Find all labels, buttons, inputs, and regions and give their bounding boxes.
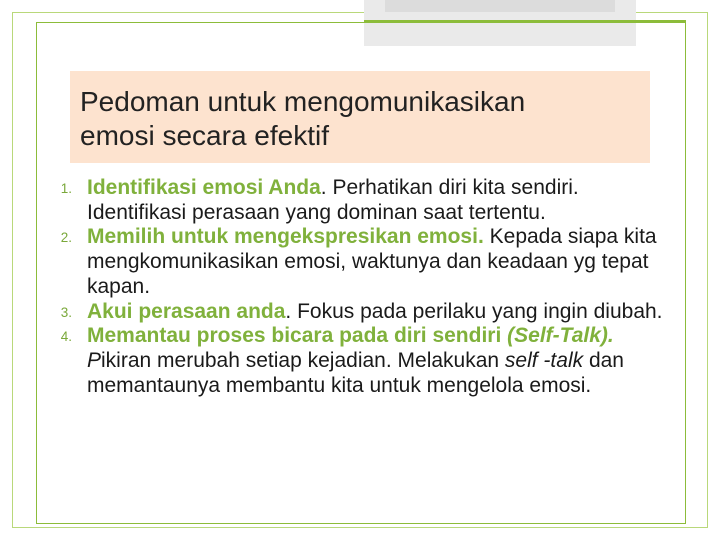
list-item [46, 300, 680, 325]
item-text: Kepada siapa kita mengkomunikasikan emosi, waktunya dan keadaan yg tepat kapan. [87, 225, 657, 298]
item-number: 3. [60, 304, 72, 320]
list-item [46, 225, 680, 299]
item-heading: Memantau proses bicara pada diri sendiri [87, 324, 508, 348]
item-text: ikiran merubah setiap kejadian. Melakukan [101, 348, 505, 372]
list-item [46, 324, 680, 398]
item-text: . Fokus pada perilaku yang ingin diubah. [285, 299, 663, 323]
decorative-green-bar [364, 20, 686, 22]
item-number: 1. [60, 181, 72, 196]
guideline-list [46, 176, 680, 398]
title-box [70, 71, 650, 163]
slide-title: Pedoman untuk mengomunikasikan emosi secara efektif [80, 86, 526, 151]
item-text-italic: self -talk [504, 348, 584, 372]
content-area [46, 176, 680, 398]
decorative-tab-inner [385, 0, 615, 12]
item-heading: Akui perasaan anda [87, 299, 286, 323]
item-heading: Memilih untuk mengekspresikan emosi. [87, 225, 484, 249]
item-number: 4. [60, 329, 72, 345]
item-text: dan memantaunya membantu kita untuk mengelola emosi. [87, 348, 624, 397]
item-text: . Perhatikan diri kita sendiri. Identifikasi perasaan yang dominan saat tertentu. [87, 176, 579, 224]
item-heading: Identifikasi emosi Anda [87, 176, 321, 199]
list-item [46, 176, 680, 225]
item-heading-italic: (Self-Talk). [507, 324, 614, 348]
item-text-italic: P [87, 348, 102, 372]
item-number: 2. [60, 230, 72, 246]
